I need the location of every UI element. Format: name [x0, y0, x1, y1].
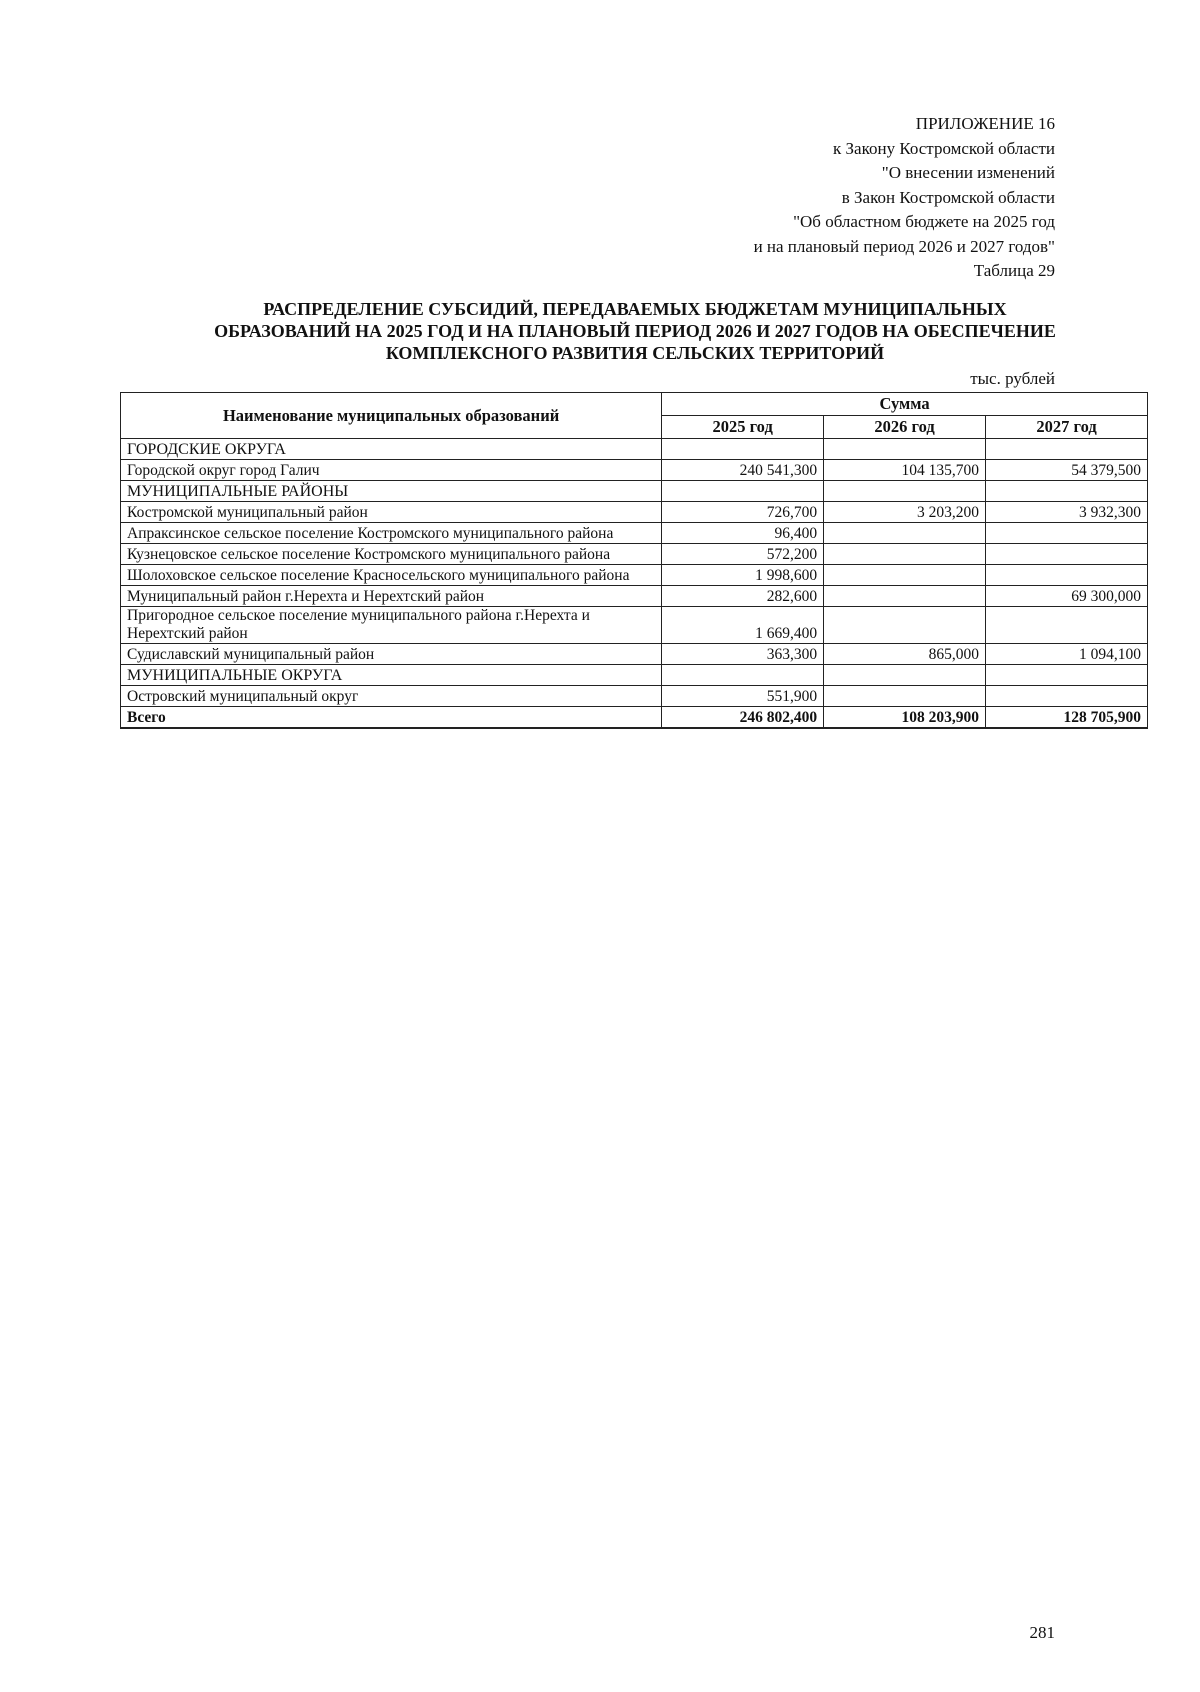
- title-line: РАСПРЕДЕЛЕНИЕ СУБСИДИЙ, ПЕРЕДАВАЕМЫХ БЮДЖЕТАМ МУНИЦИПАЛЬНЫХ: [263, 299, 1007, 319]
- row-value-2026: [824, 586, 986, 607]
- row-name: Судиславский муниципальный район: [121, 644, 662, 665]
- table-row: [121, 686, 1148, 707]
- row-value-2027: [986, 607, 1148, 644]
- row-value-2025: [662, 481, 824, 502]
- table-row: [121, 586, 1148, 607]
- table-row: [121, 523, 1148, 544]
- row-value-2027: 1 094,100: [986, 644, 1148, 665]
- header-year-2027: 2027 год: [986, 416, 1148, 439]
- row-name: Кузнецовское сельское поселение Костромского муниципального района: [121, 544, 662, 565]
- row-value-2025: 1 669,400: [662, 607, 824, 644]
- page-number: 281: [1029, 1623, 1055, 1642]
- table-row: [121, 460, 1148, 481]
- row-value-2027: [986, 523, 1148, 544]
- row-name: Всего: [121, 707, 662, 729]
- row-value-2027: [986, 544, 1148, 565]
- subsidy-table: [120, 392, 1148, 729]
- row-name: Муниципальный район г.Нерехта и Нерехтский район: [121, 586, 662, 607]
- row-value-2027: [986, 565, 1148, 586]
- row-value-2026: [824, 686, 986, 707]
- row-name: Пригородное сельское поселение муниципального района г.Нерехта и Нерехтский район: [121, 607, 662, 644]
- appendix-line: к Закону Костромской области: [833, 138, 1055, 158]
- total-row: [121, 707, 1148, 729]
- row-name: МУНИЦИПАЛЬНЫЕ ОКРУГА: [121, 665, 662, 686]
- header-year-2025: 2025 год: [662, 416, 824, 439]
- row-value-2025: 240 541,300: [662, 460, 824, 481]
- row-value-2027: [986, 439, 1148, 460]
- header-name: Наименование муниципальных образований: [121, 393, 662, 439]
- row-value-2025: 282,600: [662, 586, 824, 607]
- title-line: ОБРАЗОВАНИЙ НА 2025 ГОД И НА ПЛАНОВЫЙ ПЕРИОД 2026 И 2027 ГОДОВ НА ОБЕСПЕЧЕНИЕ: [214, 321, 1056, 341]
- row-value-2026: 108 203,900: [824, 707, 986, 729]
- header-sum: Сумма: [662, 393, 1148, 416]
- row-value-2026: [824, 607, 986, 644]
- row-value-2027: 69 300,000: [986, 586, 1148, 607]
- row-value-2026: [824, 481, 986, 502]
- appendix-header: [754, 112, 1055, 284]
- row-value-2027: [986, 686, 1148, 707]
- row-value-2026: 865,000: [824, 644, 986, 665]
- appendix-line: в Закон Костромской области: [841, 187, 1055, 207]
- header-year-2026: 2026 год: [824, 416, 986, 439]
- row-value-2027: [986, 665, 1148, 686]
- row-name: ГОРОДСКИЕ ОКРУГА: [121, 439, 662, 460]
- group-row: [121, 665, 1148, 686]
- row-value-2025: [662, 439, 824, 460]
- row-value-2025: 246 802,400: [662, 707, 824, 729]
- appendix-line: "О внесении изменений: [881, 163, 1055, 182]
- row-name: Апраксинское сельское поселение Костромского муниципального района: [121, 523, 662, 544]
- row-value-2025: 551,900: [662, 686, 824, 707]
- unit-label: тыс. рублей: [970, 369, 1055, 388]
- row-name: Островский муниципальный округ: [121, 686, 662, 707]
- row-value-2025: 96,400: [662, 523, 824, 544]
- row-value-2026: [824, 565, 986, 586]
- row-value-2027: [986, 481, 1148, 502]
- row-value-2026: 104 135,700: [824, 460, 986, 481]
- table-row: [121, 565, 1148, 586]
- table-row: [121, 607, 1148, 644]
- group-row: [121, 439, 1148, 460]
- group-row: [121, 481, 1148, 502]
- title-line: КОМПЛЕКСНОГО РАЗВИТИЯ СЕЛЬСКИХ ТЕРРИТОРИЙ: [385, 343, 885, 363]
- row-name: Костромской муниципальный район: [121, 502, 662, 523]
- row-value-2026: 3 203,200: [824, 502, 986, 523]
- row-value-2025: 572,200: [662, 544, 824, 565]
- document-title: [120, 298, 1150, 364]
- row-name: МУНИЦИПАЛЬНЫЕ РАЙОНЫ: [121, 481, 662, 502]
- table-number: Таблица 29: [973, 261, 1055, 280]
- row-value-2025: [662, 665, 824, 686]
- table-row: [121, 544, 1148, 565]
- table-row: [121, 502, 1148, 523]
- row-value-2026: [824, 523, 986, 544]
- row-name: Шолоховское сельское поселение Красносельского муниципального района: [121, 565, 662, 586]
- row-value-2026: [824, 544, 986, 565]
- appendix-line: и на плановый период 2026 и 2027 годов": [753, 236, 1055, 256]
- table-row: [121, 644, 1148, 665]
- table-body: [121, 439, 1148, 729]
- row-value-2025: 1 998,600: [662, 565, 824, 586]
- row-value-2025: 726,700: [662, 502, 824, 523]
- row-name: Городской округ город Галич: [121, 460, 662, 481]
- row-value-2027: 128 705,900: [986, 707, 1148, 729]
- appendix-line: "Об областном бюджете на 2025 год: [793, 212, 1055, 231]
- row-value-2025: 363,300: [662, 644, 824, 665]
- row-value-2027: 54 379,500: [986, 460, 1148, 481]
- row-value-2026: [824, 439, 986, 460]
- row-value-2027: 3 932,300: [986, 502, 1148, 523]
- appendix-line: ПРИЛОЖЕНИЕ 16: [915, 114, 1055, 133]
- row-value-2026: [824, 665, 986, 686]
